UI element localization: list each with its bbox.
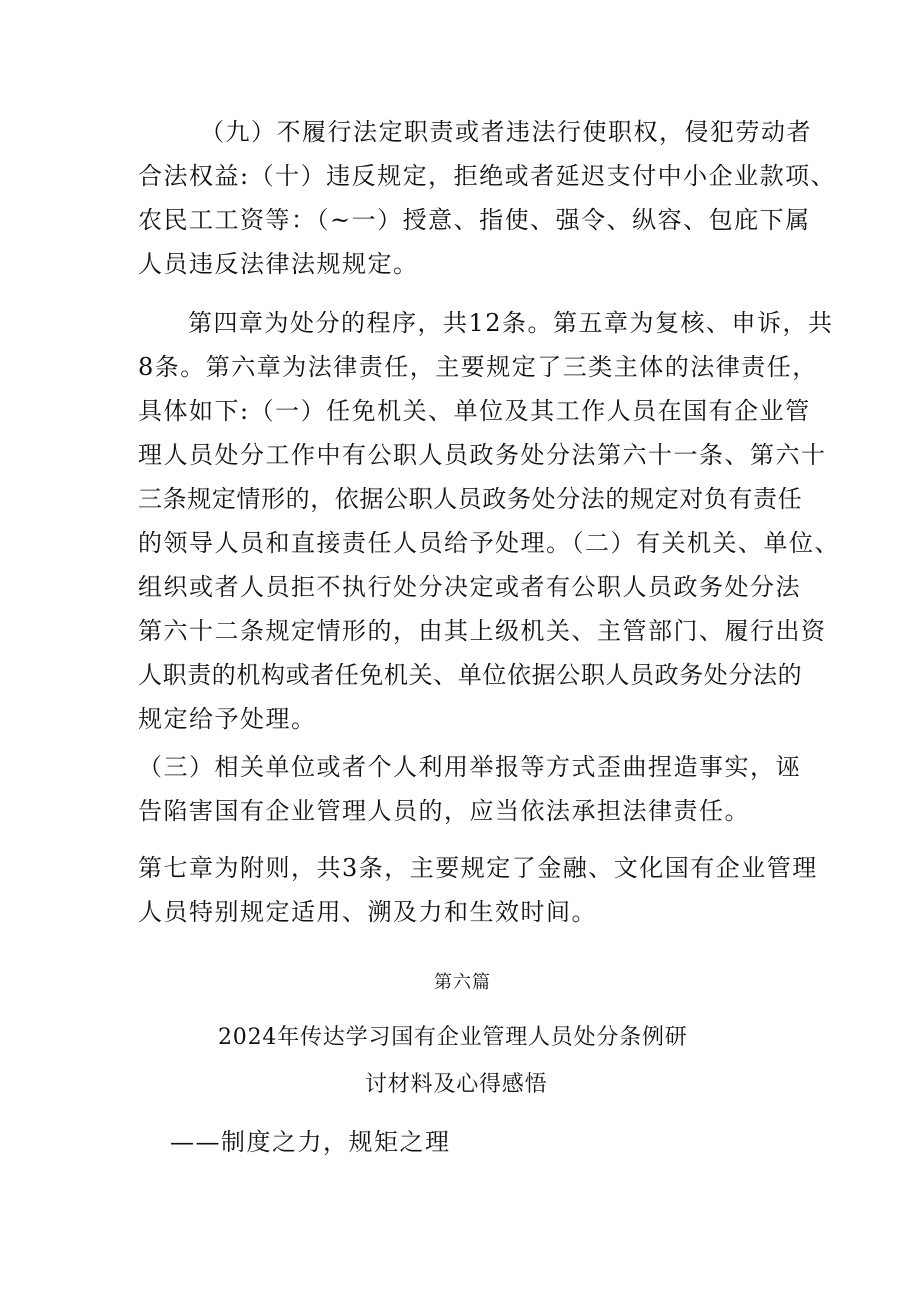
text-line: 第四章为处分的程序，共12条。第五章为复核、申诉，共 — [188, 309, 834, 337]
text-line: 人员特别规定适用、溯及力和生效时间。 — [138, 898, 597, 926]
text-line: （三）相关单位或者个人利用举报等方式歪曲捏造事实，诬 — [138, 753, 801, 781]
text-line: 人职责的机构或者任免机关、单位依据公职人员政务处分法的 — [138, 661, 803, 689]
text-line: 三条规定情形的，依据公职人员政务处分法的规定对负有责任 — [138, 485, 803, 513]
text-line: 第六十二条规定情形的，由其上级机关、主管部门、履行出资 — [138, 617, 827, 645]
document-title: 2024年传达学习国有企业管理人员处分条例研 — [218, 1025, 688, 1050]
text-line: 具体如下:（一）任免机关、单位及其工作人员在国有企业管 — [138, 397, 811, 425]
text-line: 的领导人员和直接责任人员给予处理。（二）有关机关、单位、 — [138, 529, 840, 557]
text-line: 告陷害国有企业管理人员的，应当依法承担法律责任。 — [138, 797, 750, 825]
document-subtitle: ——制度之力，规矩之理 — [170, 1128, 451, 1156]
document-title-continued: 讨材料及心得感悟 — [365, 1072, 548, 1097]
text-line: 人员违反法律法规规定。 — [138, 250, 419, 278]
text-line: 农民工工资等：（~一）授意、指使、强令、纵容、包庇下属 — [138, 206, 811, 234]
text-line: 组织或者人员拒不执行处分决定或者有公职人员政务处分法 — [138, 573, 801, 601]
text-line: 规定给予处理。 — [138, 705, 317, 733]
text-line: 第七章为附则，共3条，主要规定了金融、文化国有企业管理 — [138, 854, 818, 882]
text-line: 合法权益:（十）违反规定，拒绝或者延迟支付中小企业款项、 — [138, 162, 837, 190]
text-line: 理人员处分工作中有公职人员政务处分法第六十一条、第六十 — [138, 441, 827, 469]
text-line: 8条。第六章为法律责任，主要规定了三类主体的法律责任， — [138, 353, 818, 381]
text-line: （九）不履行法定职责或者违法行使职权，侵犯劳动者 — [200, 118, 812, 146]
section-label: 第六篇 — [434, 972, 491, 993]
